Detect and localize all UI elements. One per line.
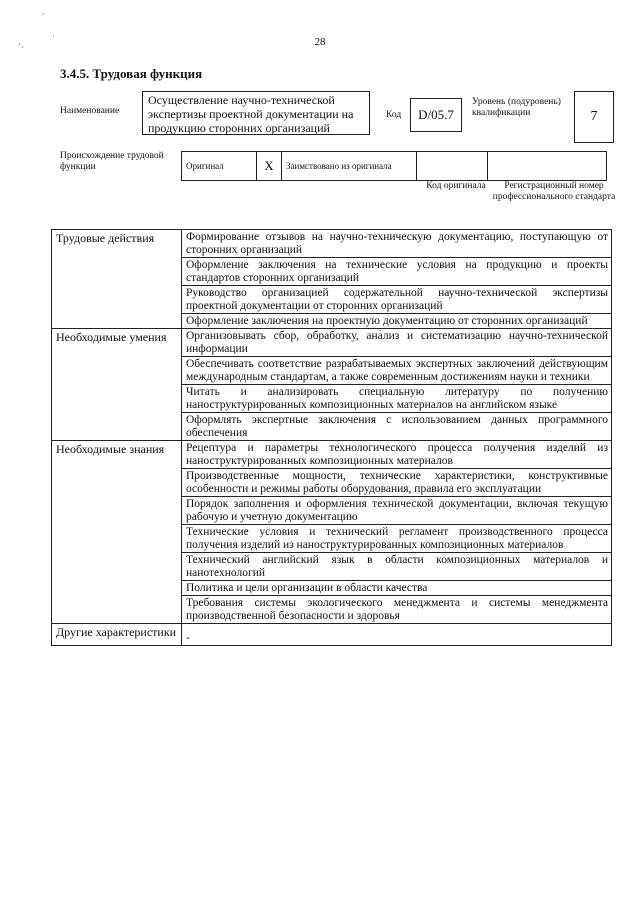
- origin-label: Происхождение трудовой функции: [60, 151, 164, 172]
- code-original-cell: [417, 152, 488, 181]
- section-label: Необходимые знания: [52, 441, 182, 624]
- reg-number-label: Регистрационный номер профессионального стандарта: [492, 181, 616, 202]
- code-value: D/05.7: [410, 98, 462, 132]
- scan-speck: ˋ: [42, 12, 45, 22]
- origin-table: [181, 151, 607, 181]
- reg-number-cell: [488, 152, 607, 181]
- table-row: [52, 329, 612, 357]
- section-label: Трудовые действия: [52, 230, 182, 329]
- page-number: 28: [314, 36, 326, 48]
- table-row: [52, 230, 612, 258]
- table-cell: Требования системы экологического менеджмента и системы менеджмента производственной безопасности и здоровья: [182, 596, 612, 624]
- table-row: [52, 441, 612, 469]
- scan-speck: ˴ˎ: [18, 38, 24, 48]
- code-label: Код: [386, 110, 402, 120]
- section-label: Другие характеристики: [52, 624, 182, 646]
- table-cell: Оформление заключения на проектную документацию от сторонних организаций: [182, 314, 612, 329]
- name-value: Осуществление научно-технической экспертизы проектной документации на продукцию сторонних организаций: [142, 91, 370, 135]
- table-cell: Организовывать сбор, обработку, анализ и систематизацию научно-технической информации: [182, 329, 612, 357]
- table-cell: Оформление заключения на технические условия на продукцию и проекты стандартов сторонних организаций: [182, 258, 612, 286]
- table-cell: Обеспечивать соответствие разрабатываемых экспертных заключений действующим международным стандартам, а также современным достижениям науки и техники: [182, 357, 612, 385]
- table-cell: Оформлять экспертные заключения с использованием данных программного обеспечения: [182, 413, 612, 441]
- original-mark: X: [257, 152, 282, 181]
- name-label: Наименование: [60, 106, 120, 116]
- table-cell: Технический английский язык в области композиционных материалов и нанотехнологий: [182, 553, 612, 581]
- section-label: Необходимые умения: [52, 329, 182, 441]
- level-value: 7: [574, 91, 614, 143]
- table-cell: Рецептура и параметры технологического процесса получения изделий из наноструктурированных композиционных материалов: [182, 441, 612, 469]
- main-table: [51, 229, 612, 646]
- borrowed-label: Заимствовано из оригинала: [282, 152, 417, 181]
- original-label: Оригинал: [182, 152, 257, 181]
- table-cell: Политика и цели организации в области качества: [182, 581, 612, 596]
- table-row: [52, 624, 612, 646]
- table-cell: Технические условия и технический регламент производственного процесса получения изделий из наноструктурированных композиционных материалов: [182, 525, 612, 553]
- scan-speck: ˙: [52, 34, 55, 44]
- table-cell: Руководство организацией содержательной научно-технической экспертизы проектной документации от сторонних организаций: [182, 286, 612, 314]
- table-cell: Порядок заполнения и оформления технической документации, включая текущую рабочую и учетную документацию: [182, 497, 612, 525]
- table-cell: Производственные мощности, технические характеристики, конструктивные особенности и режимы работы оборудования, правила его эксплуатации: [182, 469, 612, 497]
- table-cell: Формирование отзывов на научно-техническую документацию, поступающую от сторонних организаций: [182, 230, 612, 258]
- code-original-label: Код оригинала: [426, 181, 486, 191]
- table-cell: Читать и анализировать специальную литературу по получению наноструктурированных композиционных материалов на английском языке: [182, 385, 612, 413]
- table-cell: -: [182, 624, 612, 646]
- level-label: Уровень (подуровень) квалификации: [472, 97, 561, 118]
- section-title: 3.4.5. Трудовая функция: [60, 66, 203, 81]
